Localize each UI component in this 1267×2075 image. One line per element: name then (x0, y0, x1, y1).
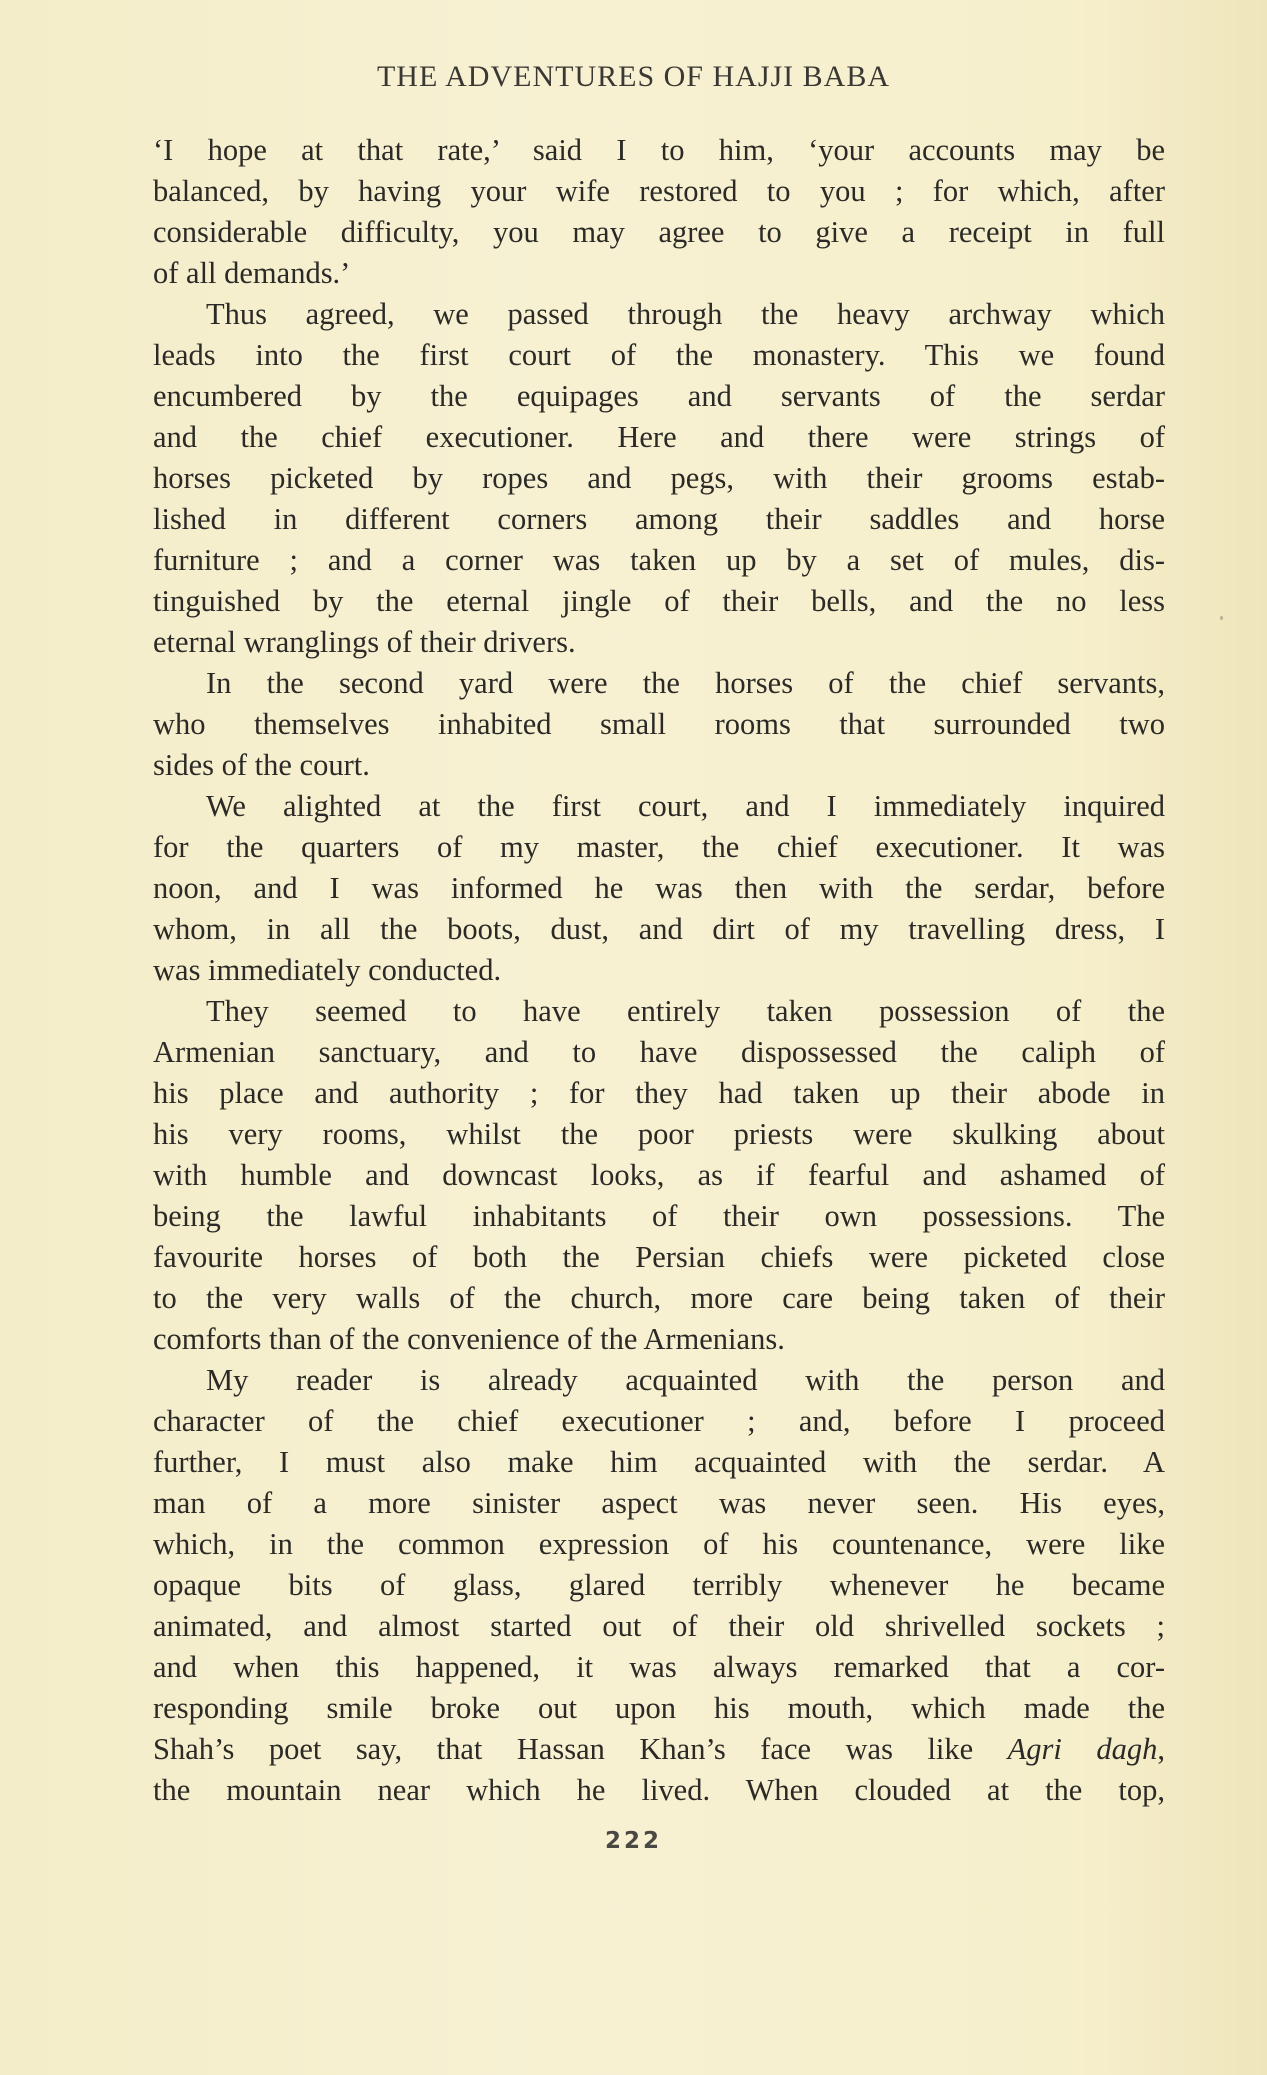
text-line: Armenian sanctuary, and to have dispossessed the caliph of (153, 1035, 1165, 1069)
text-line: responding smile broke out upon his mouth, which made the (153, 1691, 1165, 1725)
text-line: lished in different corners among their saddles and horse (153, 502, 1165, 536)
text-line: was immediately conducted. (153, 953, 502, 987)
text-line: horses picketed by ropes and pegs, with their grooms estab- (153, 461, 1165, 495)
text-line: further, I must also make him acquainted with the serdar. A (153, 1445, 1165, 1479)
text-line: animated, and almost started out of their old shrivelled sockets ; (153, 1609, 1165, 1643)
text-segment: , (1157, 1732, 1165, 1766)
text-line: of all demands.’ (153, 256, 351, 290)
text-line-with-italic (153, 1729, 1165, 1770)
page-number: 222 (604, 1828, 662, 1854)
text-line: to the very walls of the church, more care being taken of their (153, 1281, 1165, 1315)
text-line: and when this happened, it was always remarked that a cor- (153, 1650, 1165, 1684)
paragraph (153, 294, 1165, 663)
text-line: character of the chief executioner ; and, before I proceed (153, 1404, 1165, 1438)
text-line: leads into the first court of the monastery. This we found (153, 338, 1165, 372)
text-line: noon, and I was informed he was then with the serdar, before (153, 871, 1165, 905)
text-line: balanced, by having your wife restored to you ; for which, after (153, 174, 1165, 208)
text-line: My reader is already acquainted with the person and (206, 1363, 1165, 1397)
text-line: with humble and downcast looks, as if fearful and ashamed of (153, 1158, 1165, 1192)
text-line: Thus agreed, we passed through the heavy archway which (206, 297, 1165, 331)
text-line: encumbered by the equipages and servants of the serdar (153, 379, 1165, 413)
text-line: his very rooms, whilst the poor priests were skulking about (153, 1117, 1165, 1151)
paper-speck (1220, 616, 1223, 620)
text-line: favourite horses of both the Persian chiefs were picketed close (153, 1240, 1165, 1274)
text-line: whom, in all the boots, dust, and dirt of my travelling dress, I (153, 912, 1165, 946)
text-line: ‘I hope at that rate,’ said I to him, ‘your accounts may be (153, 133, 1165, 167)
text-line: who themselves inhabited small rooms that surrounded two (153, 707, 1165, 741)
text-line: We alighted at the first court, and I immediately inquired (206, 789, 1165, 823)
text-line: In the second yard were the horses of the chief servants, (206, 666, 1165, 700)
text-line: for the quarters of my master, the chief executioner. It was (153, 830, 1165, 864)
text-line: comforts than of the convenience of the Armenians. (153, 1322, 785, 1356)
text-segment: Shah’s poet say, that Hassan Khan’s face was like (153, 1732, 1008, 1766)
text-line: man of a more sinister aspect was never seen. His eyes, (153, 1486, 1165, 1520)
paragraph (153, 991, 1165, 1360)
text-line: the mountain near which he lived. When clouded at the top, (153, 1773, 1165, 1807)
text-line: eternal wranglings of their drivers. (153, 625, 576, 659)
paragraph (153, 130, 1165, 294)
text-line: tinguished by the eternal jingle of their bells, and the no less (153, 584, 1165, 618)
body-text (153, 130, 1165, 1811)
italic-place-name: Agri dagh (1007, 1732, 1158, 1766)
paragraph (153, 663, 1165, 786)
text-line: his place and authority ; for they had taken up their abode in (153, 1076, 1165, 1110)
text-line: being the lawful inhabitants of their own possessions. The (153, 1199, 1165, 1233)
paragraph (153, 786, 1165, 991)
text-line: considerable difficulty, you may agree to give a receipt in full (153, 215, 1165, 249)
text-line: sides of the court. (153, 748, 370, 782)
paragraph (153, 1360, 1165, 1811)
text-line: opaque bits of glass, glared terribly whenever he became (153, 1568, 1165, 1602)
text-line: and the chief executioner. Here and there were strings of (153, 420, 1165, 454)
text-line: which, in the common expression of his countenance, were like (153, 1527, 1165, 1561)
text-line: They seemed to have entirely taken possession of the (206, 994, 1165, 1028)
running-head: THE ADVENTURES OF HAJJI BABA (376, 60, 891, 93)
text-line: furniture ; and a corner was taken up by a set of mules, dis- (153, 543, 1165, 577)
